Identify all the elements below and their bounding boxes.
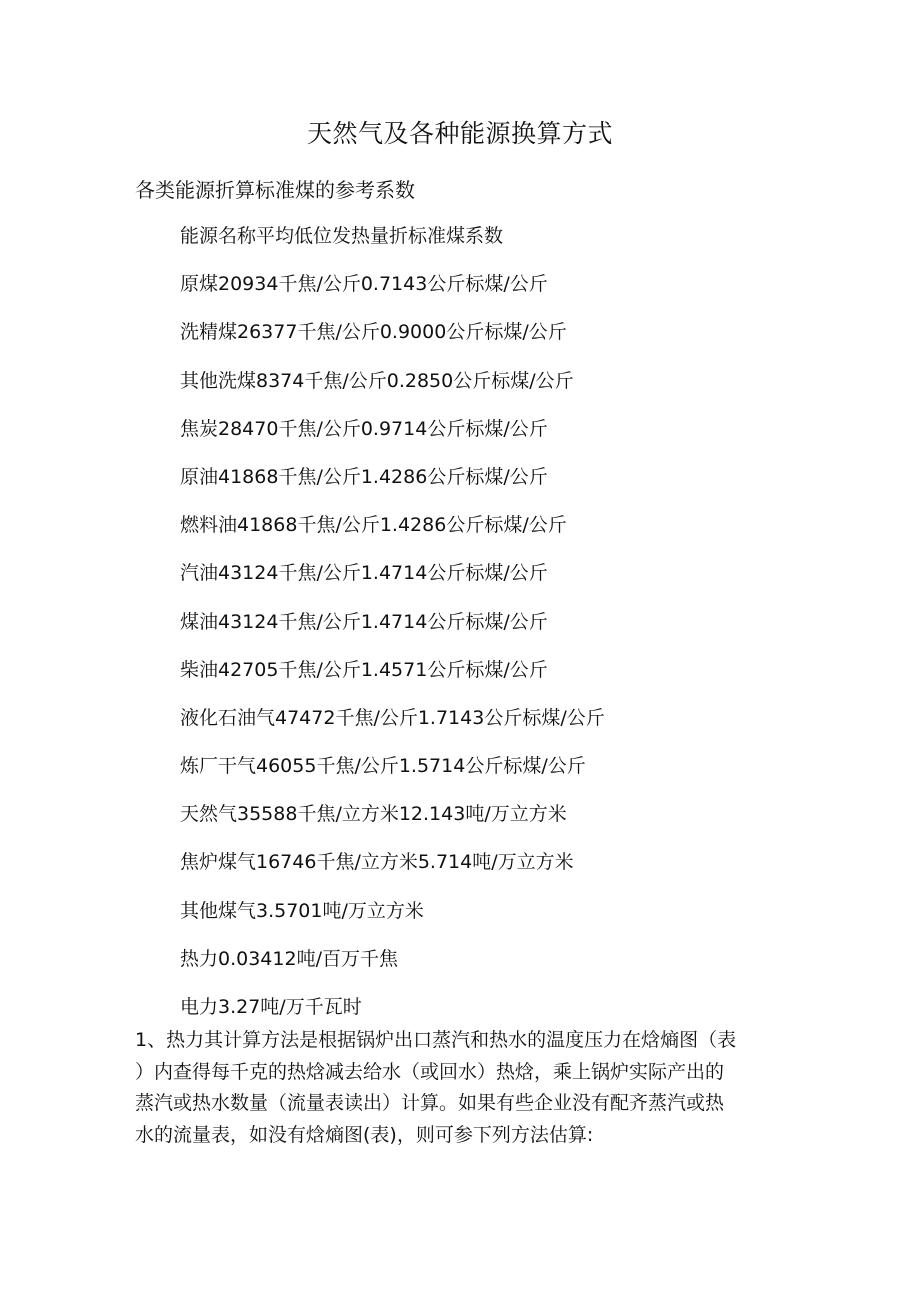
list-item-electricity: 电力3.27吨/万千瓦时 [180,996,362,1018]
list-item-lpg: 液化石油气47472千焦/公斤1.7143公斤标煤/公斤 [180,706,605,729]
list-item-coke: 焦炭28470千焦/公斤0.9714公斤标煤/公斤 [180,417,548,440]
body-paragraph [135,1025,790,1151]
conversion-coefficient-list [180,222,605,1041]
list-item-other-gas: 其他煤气3.5701吨/万立方米 [180,899,424,922]
list-item-heat: 热力0.03412吨/百万千焦 [180,947,398,970]
list-item-fuel-oil: 燃料油41868千焦/公斤1.4286公斤标煤/公斤 [180,514,567,537]
document-title: 天然气及各种能源换算方式 [306,119,613,148]
list-item-crude-oil: 原油41868千焦/公斤1.4286公斤标煤/公斤 [180,465,548,488]
table-header-line: 能源名称平均低位发热量折标准煤系数 [180,225,504,247]
list-item-natural-gas: 天然气35588千焦/立方米12.143吨/万立方米 [180,803,567,826]
list-item-coke-oven-gas: 焦炉煤气16746千焦/立方米5.714吨/万立方米 [180,851,574,874]
paragraph-line: 水的流量表，如没有焓熵图(表)，则可参下列方法估算: [135,1123,594,1146]
paragraph-line: 1、热力其计算方法是根据锅炉出口蒸汽和热水的温度压力在焓熵图（表 [135,1029,737,1051]
list-item-raw-coal: 原煤20934千焦/公斤0.7143公斤标煤/公斤 [180,273,548,296]
list-item-refinery-gas: 炼厂干气46055千焦/公斤1.5714公斤标煤/公斤 [180,755,586,778]
list-item-washed-coal: 洗精煤26377千焦/公斤0.9000公斤标煤/公斤 [180,321,567,344]
paragraph-line: 蒸汽或热水数量（流量表读出）计算。如果有些企业没有配齐蒸汽或热 [135,1092,725,1114]
list-item-gasoline: 汽油43124千焦/公斤1.4714公斤标煤/公斤 [180,562,548,585]
list-item-other-washed-coal: 其他洗煤8374千焦/公斤0.2850公斤标煤/公斤 [180,369,574,392]
paragraph-line: ）内查得每千克的热焓减去给水（或回水）热焓，乘上锅炉实际产出的 [135,1060,725,1083]
list-item-diesel: 柴油42705千焦/公斤1.4571公斤标煤/公斤 [180,658,548,681]
section-heading: 各类能源折算标准煤的参考系数 [135,178,415,202]
list-item-kerosene: 煤油43124千焦/公斤1.4714公斤标煤/公斤 [180,610,548,633]
